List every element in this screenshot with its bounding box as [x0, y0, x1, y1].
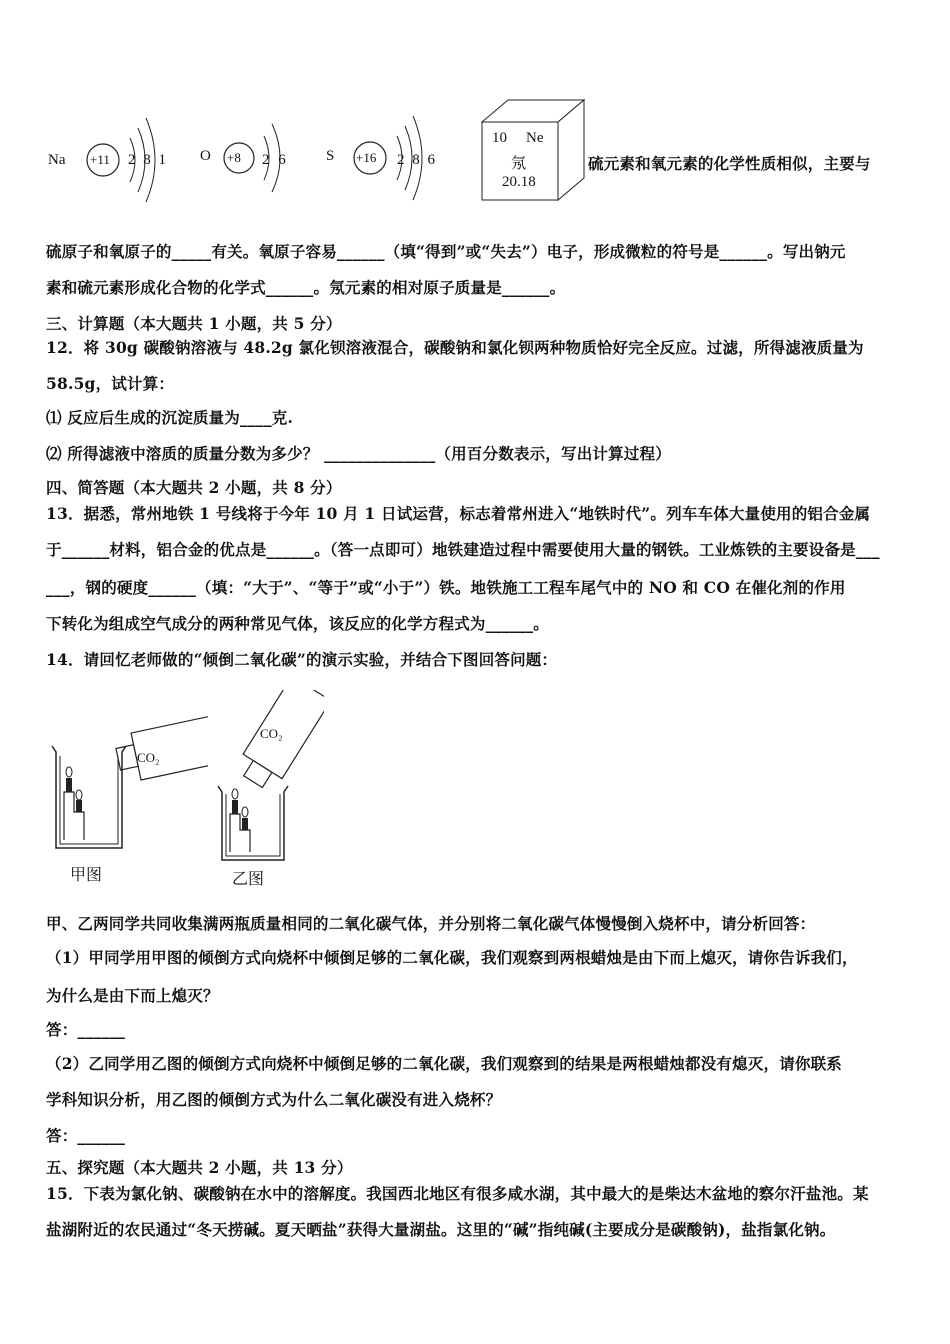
question-15: 15．下表为氯化钠、碳酸钠在水中的溶解度。我国西北地区有很多咸水湖，其中最大的是柴达木盆地的察尔汗盐池。某 — [46, 1184, 869, 1203]
question-12-part-1: ⑴ 反应后生成的沉淀质量为____克. — [46, 408, 294, 427]
text-line-2: 素和硫元素形成化合物的化学式______。氖元素的相对原子质量是______。 — [46, 278, 566, 297]
na-nucleus: +11 — [90, 152, 110, 167]
s-shells: 2 8 6 — [397, 152, 435, 168]
text-line-5: 58.5g，试计算： — [46, 374, 175, 393]
text-line-12: 下转化为组成空气成分的两种常见气体，该反应的化学方程式为______。 — [46, 614, 550, 633]
question-14-part-2: （2）乙同学用乙图的倾倒方式向烧杯中倾倒足够的二氧化碳，我们观察到的结果是两根蜡烛都没有熄灭，请你联系 — [46, 1054, 842, 1073]
na-shells: 2 8 1 — [128, 152, 166, 168]
question-12: 12．将 30g 碳酸钠溶液与 48.2g 氯化钡溶液混合，碳酸钠和氯化钡两种物质恰好完全反应。过滤，所得滤液质量为 — [46, 338, 864, 357]
o-symbol: O — [200, 148, 211, 164]
section-heading-3: 三、计算题（本大题共 1 小题，共 5 分） — [46, 314, 342, 333]
jia-caption: 甲图 — [70, 865, 103, 884]
question-12-part-2: ⑵ 所得滤液中溶质的质量分数为多少？ ______________（用百分数表示，写出计算过程） — [46, 444, 671, 463]
text-line-16: 为什么是由下而上熄灭？ — [46, 986, 219, 1005]
text-line-11: ___，钢的硬度______（填：“大于”、“等于”或“小于”）铁。地铁施工工程车尾气中的 NO 和 CO 在催化剂的作用 — [46, 578, 846, 597]
text-line-19: 学科知识分析，用乙图的倾倒方式为什么二氧化碳没有进入烧杯？ — [46, 1090, 502, 1109]
section-heading-4: 四、简答题（本大题共 2 小题，共 8 分） — [46, 478, 342, 497]
text-line-10: 于______材料，铝合金的优点是______。（答一点即可）地铁建造过程中需要使用大量的钢铁。工业炼铁的主要设备是___ — [46, 540, 880, 559]
s-nucleus: +16 — [356, 150, 377, 165]
section-heading-5: 五、探究题（本大题共 2 小题，共 13 分） — [46, 1158, 353, 1177]
figure-yi — [214, 690, 324, 870]
periodic-name: 氖 — [511, 156, 527, 172]
yi-bottle-label: CO₂ — [260, 726, 283, 741]
question-14-part-1: （1）甲同学用甲图的倾倒方式向烧杯中倾倒足够的二氧化碳，我们观察到两根蜡烛是由下而上熄灭，请你告诉我们， — [46, 948, 858, 967]
text-line-14: 甲、乙两同学共同收集满两瓶质量相同的二氧化碳气体，并分别将二氧化碳气体慢慢倒入烧杯中，请分析回答： — [46, 914, 816, 933]
s-symbol: S — [326, 148, 335, 164]
text-line-0: 硫元素和氧元素的化学性质相似，主要与 — [588, 154, 871, 173]
answer-line-2: 答：______ — [46, 1126, 126, 1145]
o-nucleus: +8 — [227, 150, 241, 165]
periodic-mass: 20.18 — [502, 174, 536, 190]
figure-jia — [48, 700, 208, 860]
jia-bottle-label: CO₂ — [137, 750, 160, 765]
question-13: 13．据悉，常州地铁 1 号线将于今年 10 月 1 日试运营，标志着常州进入“地铁时代”。列车车体大量使用的铝合金属 — [46, 504, 871, 523]
answer-line-1: 答：______ — [46, 1020, 126, 1039]
text-line-1: 硫原子和氧原子的_____有关。氧原子容易______（填“得到”或“失去”）电子，形成微粒的符号是______。写出钠元 — [46, 242, 846, 261]
periodic-number: 10 — [492, 130, 507, 146]
question-14: 14．请回忆老师做的“倾倒二氧化碳”的演示实验，并结合下图回答问题： — [46, 650, 558, 669]
text-line-23: 盐湖附近的农民通过“冬天捞碱。夏天晒盐”获得大量湖盐。这里的“碱”指纯碱(主要成分是碳酸钠)，盐指氯化钠。 — [46, 1220, 836, 1239]
na-symbol: Na — [48, 152, 66, 168]
yi-caption: 乙图 — [232, 869, 265, 888]
periodic-symbol: Ne — [526, 130, 544, 146]
o-shells: 2 6 — [262, 152, 286, 168]
